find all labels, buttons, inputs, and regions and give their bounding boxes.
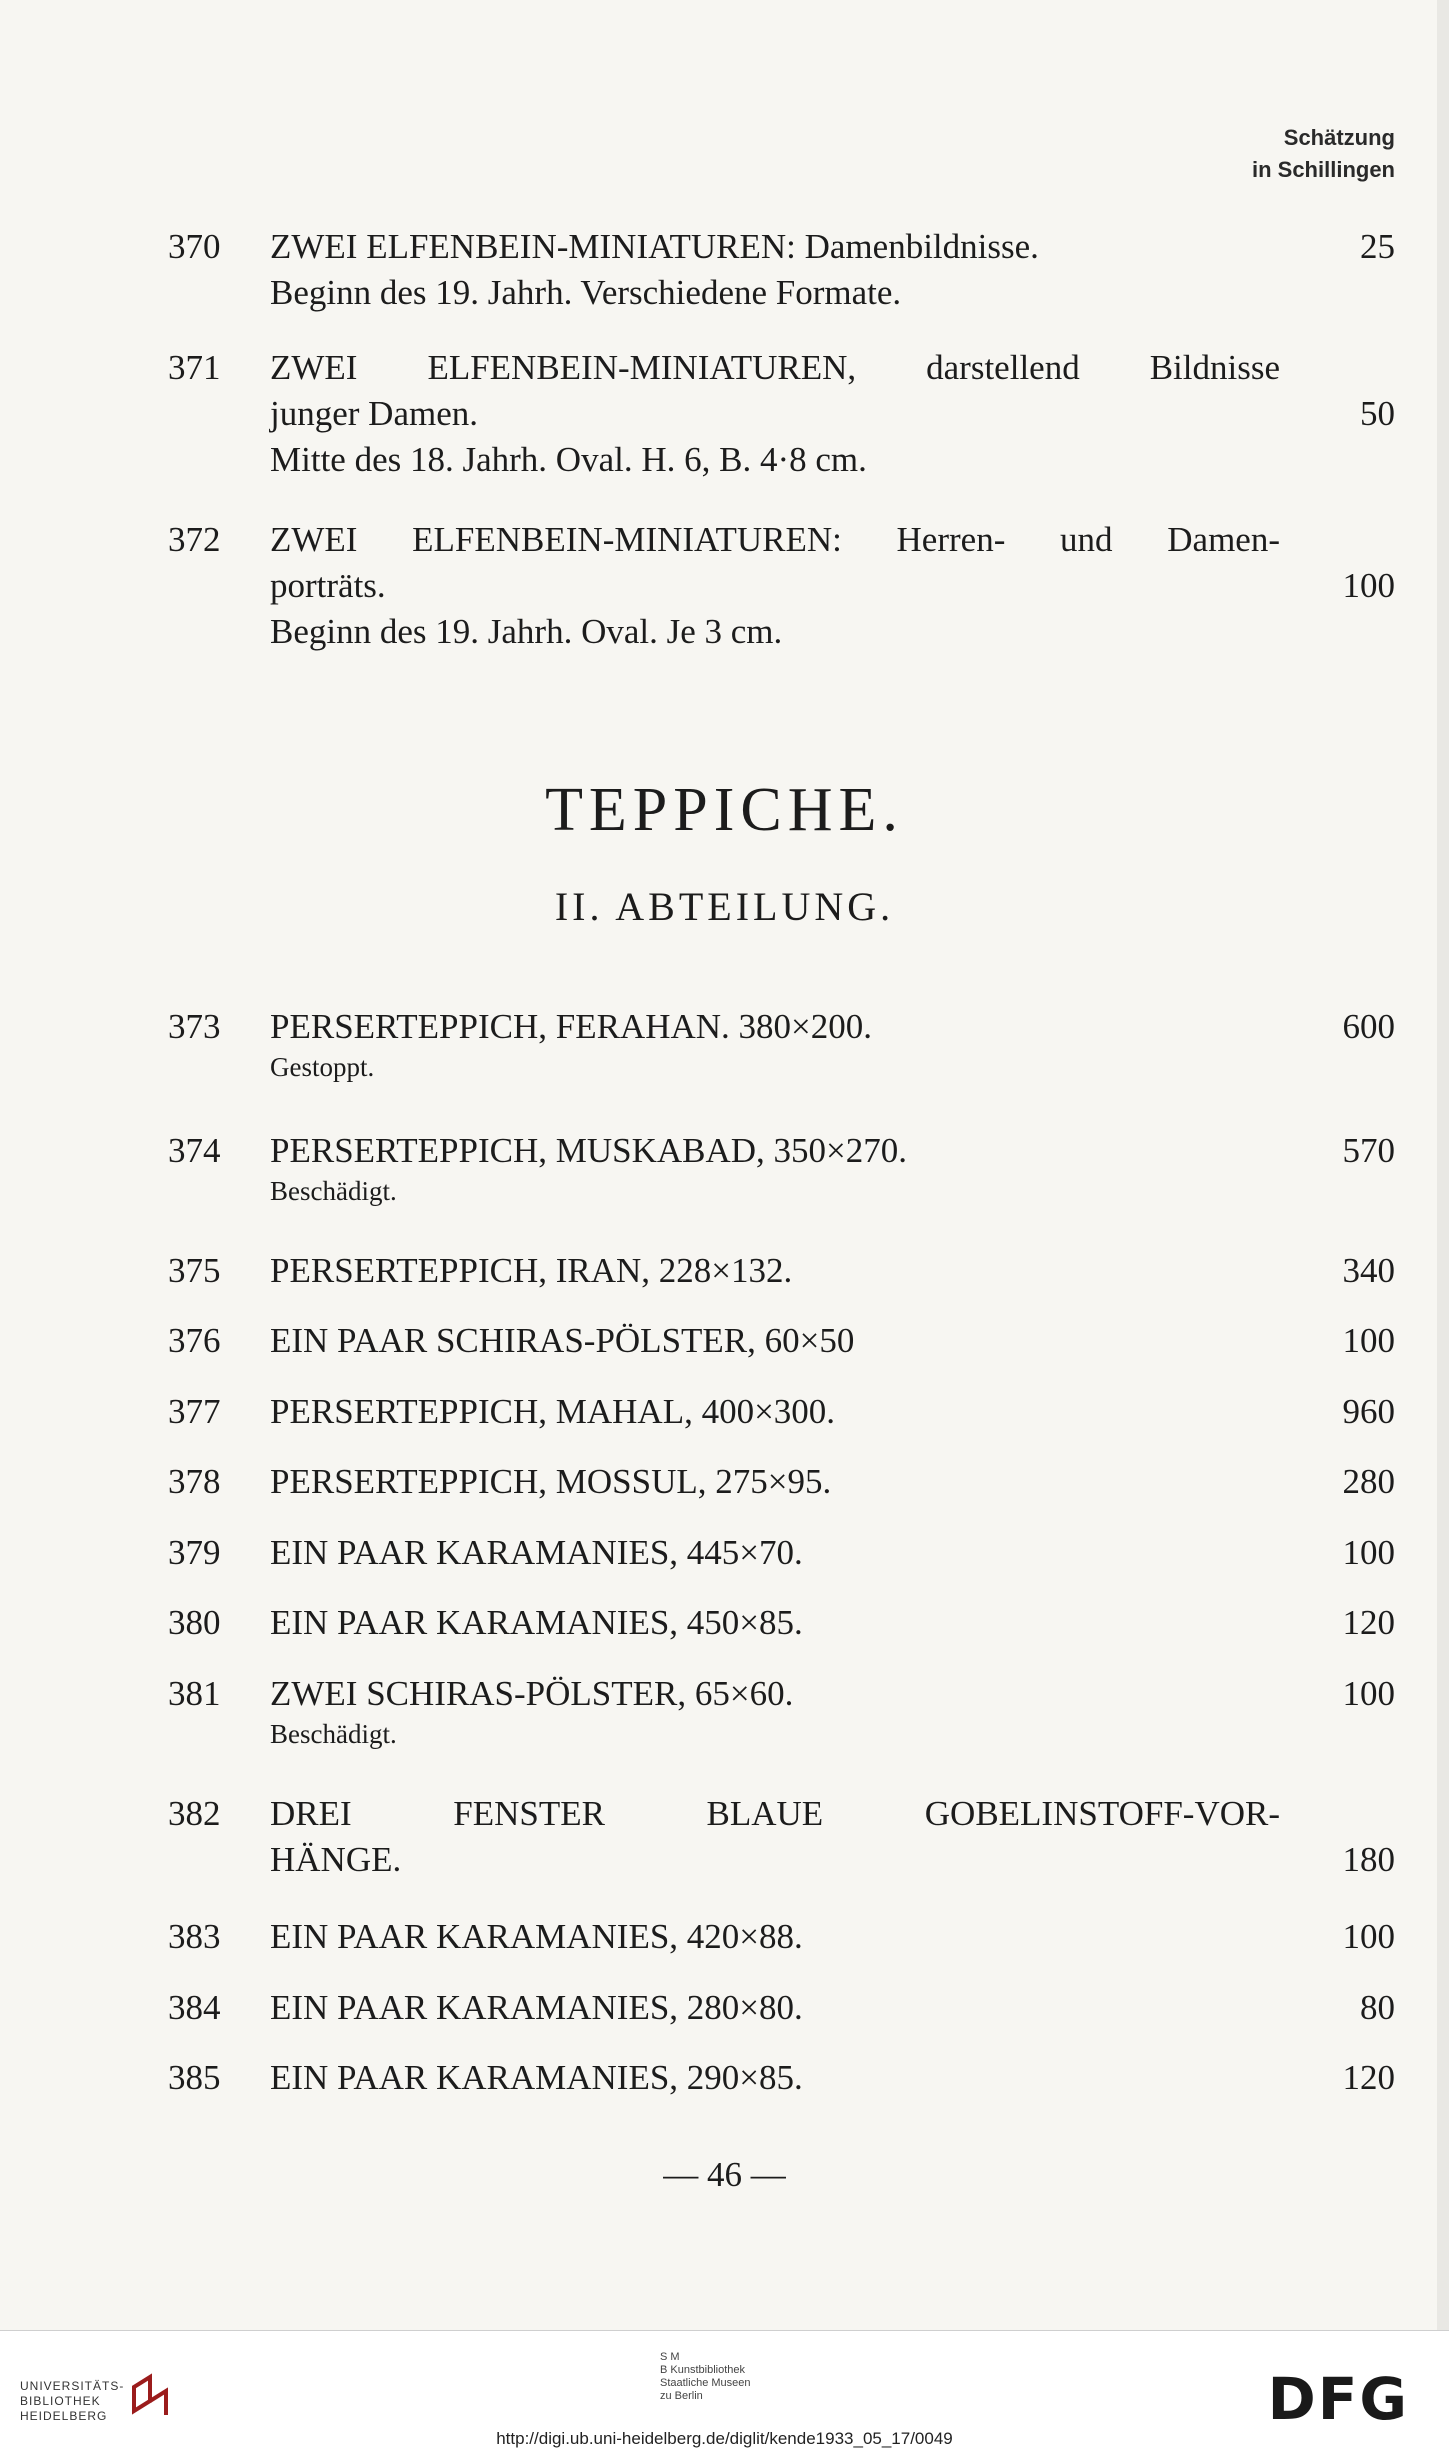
uni-line: HEIDELBERG <box>20 2409 108 2423</box>
lot-line: PERSERTEPPICH, FERAHAN. 380×200. <box>270 1007 873 1046</box>
lot-price: 25 <box>1360 227 1395 266</box>
lot-line: PERSERTEPPICH, IRAN, 228×132. <box>270 1251 793 1290</box>
lot-price: 100 <box>1342 1674 1395 1713</box>
lot-line: Beginn des 19. Jahrh. Verschiedene Formate. <box>270 273 902 312</box>
lot-price: 180 <box>1342 1840 1395 1879</box>
lot-description <box>270 1459 1280 1505</box>
lot-line: PERSERTEPPICH, MAHAL, 400×300. <box>270 1392 836 1431</box>
lot-number: 374 <box>168 1131 221 1170</box>
lot-line: EIN PAAR KARAMANIES, 420×88. <box>270 1917 803 1956</box>
lot-line: EIN PAAR KARAMANIES, 450×85. <box>270 1603 803 1642</box>
page-number: — 46 — <box>663 2155 786 2194</box>
lot-line: ZWEI ELFENBEIN-MINIATUREN, darstellend Bildnisse <box>270 348 1280 387</box>
lot-number: 372 <box>168 520 221 559</box>
lot-description <box>270 224 1280 316</box>
lot-line: Mitte des 18. Jahrh. Oval. H. 6, B. 4·8 cm. <box>270 440 867 479</box>
lot-description <box>270 1914 1280 1960</box>
lot-line: HÄNGE. <box>270 1840 402 1879</box>
credit-line: Staatliche Museen <box>660 2377 751 2389</box>
lot-description <box>270 1318 1280 1364</box>
lot-price: 80 <box>1360 1988 1395 2027</box>
lot-description <box>270 1530 1280 1576</box>
lot-note: Gestoppt. <box>270 1052 375 1082</box>
lot-description <box>270 1128 1280 1208</box>
lot-line: PERSERTEPPICH, MOSSUL, 275×95. <box>270 1462 832 1501</box>
lot-description <box>270 1985 1280 2031</box>
lot-number: 376 <box>168 1321 221 1360</box>
lot-note: Beschädigt. <box>270 1176 397 1206</box>
lot-number: 371 <box>168 348 221 387</box>
lot-price: 340 <box>1342 1251 1395 1290</box>
lot-description <box>270 2055 1280 2101</box>
lot-description <box>270 517 1280 655</box>
lot-number: 378 <box>168 1462 221 1501</box>
lot-line: ZWEI ELFENBEIN-MINIATUREN: Damenbildnisse. <box>270 227 1039 266</box>
lot-number: 380 <box>168 1603 221 1642</box>
lot-price: 600 <box>1342 1007 1395 1046</box>
lot-price: 100 <box>1342 1533 1395 1572</box>
lot-number: 373 <box>168 1007 221 1046</box>
lot-line: porträts. <box>270 566 386 605</box>
lot-line: EIN PAAR KARAMANIES, 445×70. <box>270 1533 803 1572</box>
lot-price: 120 <box>1342 2058 1395 2097</box>
lot-description <box>270 1600 1280 1646</box>
uni-line: UNIVERSITÄTS- <box>20 2379 125 2393</box>
lot-line: PERSERTEPPICH, MUSKABAD, 350×270. <box>270 1131 908 1170</box>
lot-number: 383 <box>168 1917 221 1956</box>
lot-number: 377 <box>168 1392 221 1431</box>
source-url-link[interactable]: http://digi.ub.uni-heidelberg.de/diglit/kende1933_05_17/0049 <box>496 2429 953 2448</box>
lot-number: 382 <box>168 1794 221 1833</box>
lot-note: Beschädigt. <box>270 1719 397 1749</box>
lot-line: ZWEI SCHIRAS-PÖLSTER, 65×60. <box>270 1674 794 1713</box>
lot-line: junger Damen. <box>270 394 478 433</box>
dfg-logo: DFG <box>1267 2365 1409 2433</box>
lot-description <box>270 1671 1280 1751</box>
university-library-name <box>20 2379 124 2424</box>
lot-description <box>270 1389 1280 1435</box>
lot-price: 50 <box>1360 394 1395 433</box>
lot-line: EIN PAAR SCHIRAS-PÖLSTER, 60×50 <box>270 1321 855 1360</box>
uni-line: BIBLIOTHEK <box>20 2394 101 2408</box>
lot-number: 375 <box>168 1251 221 1290</box>
section-subtitle: II. ABTEILUNG. <box>554 884 895 929</box>
lot-line: Beginn des 19. Jahrh. Oval. Je 3 cm. <box>270 612 783 651</box>
lot-line: DREI FENSTER BLAUE GOBELINSTOFF-VOR- <box>270 1794 1280 1833</box>
section-title: TEPPICHE. <box>545 776 904 844</box>
lot-number: 370 <box>168 227 221 266</box>
lot-description <box>270 1248 1280 1294</box>
lot-price: 120 <box>1342 1603 1395 1642</box>
lot-price: 570 <box>1342 1131 1395 1170</box>
header-line-2: in Schillingen <box>1251 157 1395 182</box>
lot-line: EIN PAAR KARAMANIES, 280×80. <box>270 1988 803 2027</box>
lot-price: 960 <box>1342 1392 1395 1431</box>
lot-number: 384 <box>168 1988 221 2027</box>
credit-line: B Kunstbibliothek <box>660 2364 745 2376</box>
university-logo-icon <box>128 2373 172 2417</box>
lot-number: 385 <box>168 2058 221 2097</box>
lot-number: 379 <box>168 1533 221 1572</box>
lot-price: 100 <box>1342 566 1395 605</box>
credit-line: S M <box>660 2351 680 2363</box>
lot-price: 100 <box>1342 1321 1395 1360</box>
lot-price: 100 <box>1342 1917 1395 1956</box>
digitization-footer <box>0 2330 1449 2454</box>
lot-number: 381 <box>168 1674 221 1713</box>
lot-description <box>270 1004 1280 1084</box>
museum-credit <box>660 2351 751 2403</box>
lot-price: 280 <box>1342 1462 1395 1501</box>
credit-line: zu Berlin <box>660 2390 703 2402</box>
lot-line: EIN PAAR KARAMANIES, 290×85. <box>270 2058 803 2097</box>
lot-line: ZWEI ELFENBEIN-MINIATUREN: Herren- und Damen- <box>270 520 1280 559</box>
header-line-1: Schätzung <box>1283 125 1395 150</box>
lot-description <box>270 345 1280 483</box>
lot-description <box>270 1791 1280 1883</box>
